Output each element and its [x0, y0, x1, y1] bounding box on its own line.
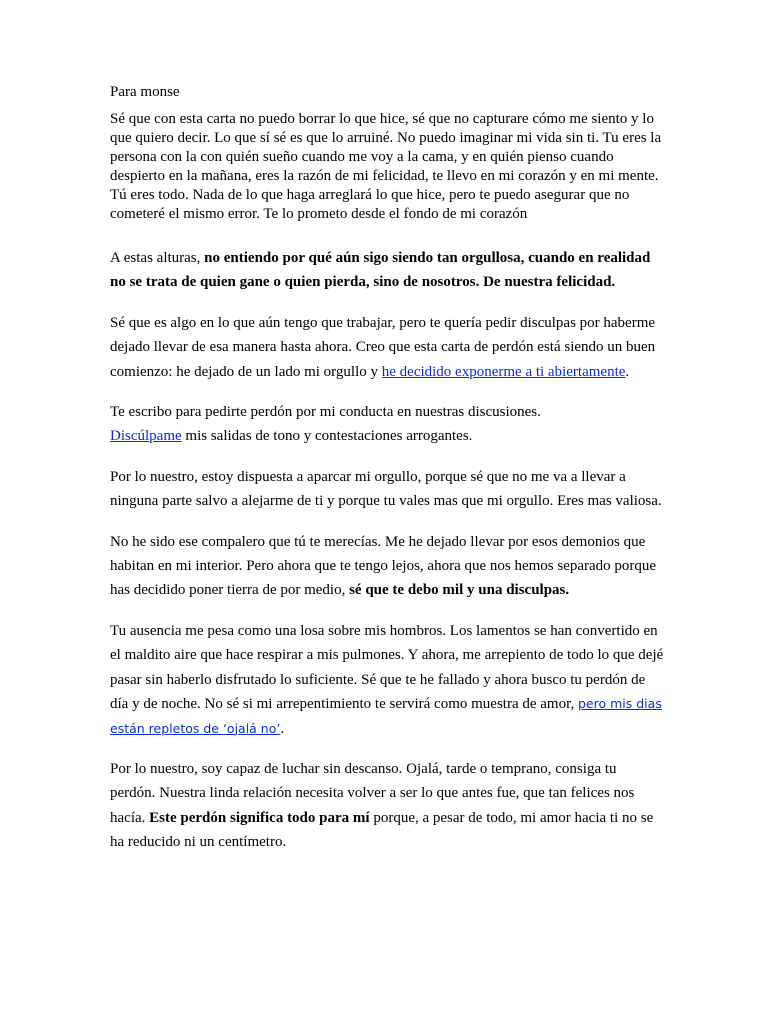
document-page [110, 83, 665, 871]
paragraph-6 [110, 619, 665, 741]
paragraph-3-text: Te escribo para pedirte perdón por mi conducta en nuestras discusiones. [110, 404, 541, 421]
paragraph-6-text: Tu ausencia me pesa como una losa sobre mis hombros. Los lamentos se han convertido en el maldito aire que hace respirar a mis pulmones. Y ahora, me arrepiento de todo lo que dejé pasar sin haberlo disfrutado lo suficiente. Sé que te he fallado y ahora busco tu perdón de día y de noche. No sé si mi arrepentimiento te servirá como muestra de amor, [110, 622, 664, 713]
paragraph-1 [110, 246, 665, 295]
letter-salutation: Para monse [110, 84, 180, 100]
paragraph-2 [110, 311, 665, 384]
paragraph-5-bold: sé que te debo mil y una disculpas. [349, 582, 570, 599]
paragraph-1-text: A estas alturas, [110, 250, 205, 266]
paragraph-3 [110, 400, 665, 449]
paragraph-6-end: . [280, 720, 285, 737]
paragraph-3-end: mis salidas de tono y contestaciones arrogantes. [181, 428, 473, 445]
paragraph-4: Por lo nuestro, estoy dispuesta a aparcar mi orgullo, porque sé que no me va a llevar a ninguna parte salvo a alejarme de ti y porque tu vales mas que mi orgullo. Eres mas valiosa. [110, 468, 662, 510]
paragraph-7-text: Por lo nuestro, soy capaz de luchar sin descanso. Ojalá, tarde o temprano, consiga tu perdón. Nuestra linda relación necesita volver a ser lo que antes fue, que tan felices nos hacía. [110, 760, 635, 826]
paragraph-5-text: No he sido ese compalero que tú te merecías. Me he dejado llevar por esos demonios que habitan en mi interior. Pero ahora que te tengo lejos, ahora que nos hemos separado porque has decidido poner tierra de por medio, [110, 533, 657, 599]
paragraph-7 [110, 757, 665, 855]
paragraph-1-bold: no entiendo por qué aún sigo siendo tan orgullosa, cuando en realidad no se trata de quien gane o quien pierda, sino de nosotros. De nuestra felicidad. [110, 250, 651, 291]
paragraph-7-end: porque, a pesar de todo, mi amor hacia ti no se ha reducido ni un centímetro. [110, 809, 654, 851]
ojala-no-link[interactable]: pero mis dias están repletos de ‘ojalá no’ [110, 696, 662, 736]
paragraph-2-text: Sé que es algo en lo que aún tengo que trabajar, pero te quería pedir disculpas por haberme dejado llevar de esa manera hasta ahora. Creo que esta carta de perdón está siendo un buen comienzo: he dejado de un lado mi orgullo y [110, 314, 656, 380]
paragraph-5 [110, 530, 665, 603]
paragraph-2-end: . [625, 363, 630, 380]
intro-paragraph: Sé que con esta carta no puedo borrar lo que hice, sé que no capturare cómo me siento y lo que quiero decir. Lo que sí sé es que lo arruiné. No puedo imaginar mi vida sin ti. Tu eres la persona con la con quién sueño cuando me voy a la cama, y en quién pienso cuando despierto en la mañana, eres la razón de mi felicidad, te llevo en mi corazón y en mi mente. Tú eres todo. Nada de lo que haga arreglará lo que hice, pero te puedo asegurar que no cometeré el mismo error. Te lo prometo desde el fondo de mi corazón [110, 111, 662, 222]
disculpame-link[interactable]: Discúlpame [110, 428, 182, 445]
paragraph-7-bold: Este perdón significa todo para mí [149, 809, 370, 826]
expose-openly-link[interactable]: he decidido exponerme a ti abiertamente [381, 363, 626, 380]
